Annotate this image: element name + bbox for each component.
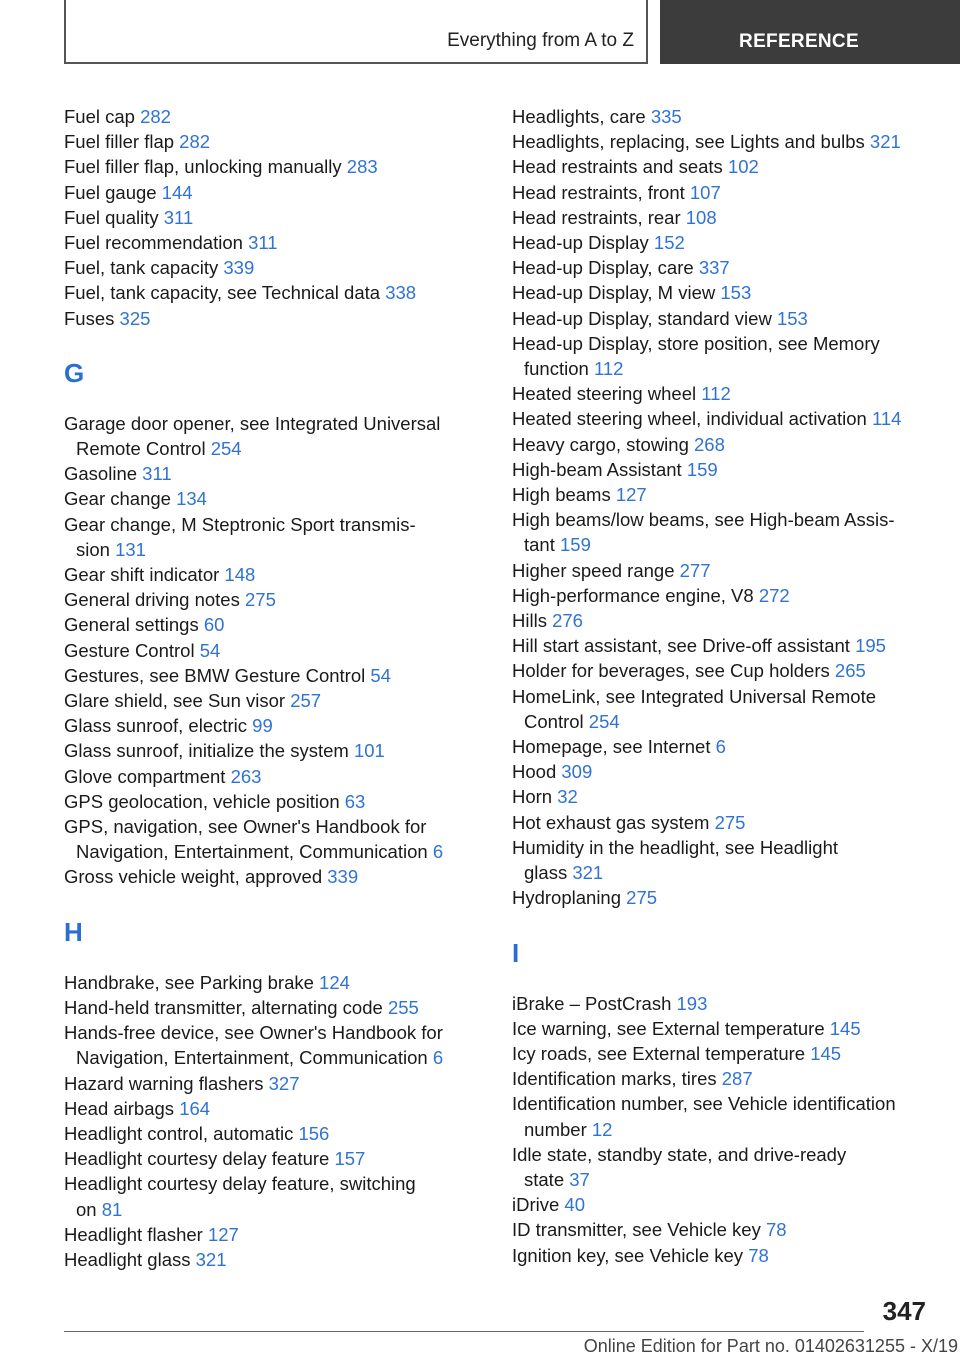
index-entry-text: Ignition key, see Vehicle key (512, 1244, 744, 1266)
index-entry (64, 1171, 464, 1221)
page-reference-link[interactable]: 124 (319, 971, 350, 993)
index-entry-text: High-performance engine, V8 (512, 584, 754, 606)
index-entry (64, 306, 464, 331)
index-entry (64, 280, 464, 305)
index-entry-text: Icy roads, see External temperature (512, 1042, 806, 1064)
index-entry-text: Head-up Display, standard view (512, 307, 772, 329)
index-entry-text: Headlight courtesy delay feature (64, 1148, 330, 1170)
index-entry-text: Hills (512, 610, 547, 632)
index-entry (512, 205, 912, 230)
page-reference-link[interactable]: 153 (720, 282, 752, 304)
index-entry (64, 461, 464, 486)
page-reference-link[interactable]: 257 (290, 690, 322, 712)
index-entry-text: Idle state, standby state, and drive-ready (512, 1143, 847, 1165)
index-column-right (512, 104, 912, 1268)
page-reference-link[interactable]: 60 (203, 614, 225, 636)
index-entry-text: Glass sunroof, electric (64, 715, 248, 737)
page-reference-link[interactable]: 127 (207, 1223, 239, 1245)
page-reference-link[interactable]: 321 (572, 862, 604, 884)
page-reference-link[interactable]: 114 (871, 408, 902, 430)
page-reference-link[interactable]: 153 (776, 307, 808, 329)
index-entry (64, 864, 464, 889)
index-entry-text: Control (524, 710, 584, 732)
index-entry-text: iBrake – PostCrash (512, 992, 672, 1014)
page-reference-link[interactable]: 275 (626, 887, 658, 909)
index-entry (512, 684, 912, 734)
index-entry-text: Humidity in the headlight, see Headlight (512, 836, 838, 858)
index-entry (512, 810, 912, 835)
index-entry-text: Fuel recommendation (64, 232, 243, 254)
page-reference-link[interactable]: 81 (101, 1198, 123, 1220)
index-entry-text: General driving notes (64, 589, 240, 611)
index-entry-text: Glare shield, see Sun visor (64, 690, 286, 712)
index-entry-text: Heavy cargo, stowing (512, 433, 689, 455)
page-number: 347 (882, 1296, 926, 1326)
index-entry (512, 1243, 912, 1268)
page-reference-link[interactable]: 112 (593, 358, 624, 380)
index-entry (64, 970, 464, 995)
page-reference-link[interactable]: 78 (748, 1244, 769, 1266)
index-entry (512, 633, 912, 658)
page-reference-link[interactable]: 254 (588, 710, 620, 732)
page-reference-link[interactable]: 145 (829, 1017, 861, 1039)
index-entry-text: ID transmitter, see Vehicle key (512, 1219, 761, 1241)
page-reference-link[interactable]: 54 (199, 639, 221, 661)
page-reference-link[interactable]: 309 (561, 761, 593, 783)
page-reference-link[interactable]: 6 (432, 1047, 444, 1069)
index-entry (512, 104, 912, 129)
index-entry-text: Head restraints, front (512, 181, 685, 203)
index-entry-text: Identification number, see Vehicle identification (512, 1093, 896, 1115)
index-entry (64, 180, 464, 205)
index-entry (64, 205, 464, 230)
index-entry (64, 562, 464, 587)
index-entry-text: General settings (64, 614, 199, 636)
index-entry-text: Hand-held transmitter, alternating code (64, 996, 383, 1018)
index-column-left (64, 104, 464, 1272)
index-entry-text: on (76, 1198, 97, 1220)
page-reference-link[interactable]: 255 (387, 996, 419, 1018)
index-letter-heading: I (512, 937, 520, 968)
index-entry-text: Homepage, see Internet (512, 736, 711, 758)
index-entry-text: state (524, 1168, 565, 1190)
index-entry (64, 255, 464, 280)
index-entry (512, 230, 912, 255)
page-reference-link[interactable]: 311 (248, 232, 278, 254)
index-entry (512, 608, 912, 633)
footer-divider (64, 1331, 864, 1332)
index-entry-text: glass (524, 862, 568, 884)
index-entry-text: Hazard warning flashers (64, 1072, 264, 1094)
index-entry (512, 406, 912, 431)
index-entry-text: sion (76, 538, 110, 560)
index-entry-text: Heated steering wheel, individual activation (512, 408, 867, 430)
page-reference-link[interactable]: 145 (810, 1042, 842, 1064)
index-entry-text: Hill start assistant, see Drive-off assistant (512, 635, 850, 657)
index-letter-heading: H (64, 916, 83, 947)
index-entry-text: Hydroplaning (512, 887, 622, 909)
index-entry (64, 230, 464, 255)
index-entry-text: Fuel filler flap, unlocking manually (64, 156, 342, 178)
index-entry-text: Headlight glass (64, 1248, 191, 1270)
index-entry-text: Head-up Display, store position, see Memory (512, 332, 880, 354)
index-entry-text: GPS geolocation, vehicle position (64, 790, 340, 812)
index-entry-text: number (524, 1118, 587, 1140)
page-reference-link[interactable]: 265 (834, 660, 866, 682)
index-entry (512, 180, 912, 205)
index-entry (64, 1071, 464, 1096)
index-entry-text: Head restraints and seats (512, 156, 723, 178)
page-reference-link[interactable]: 254 (210, 438, 242, 460)
section-title: Everything from A to Z (447, 30, 634, 51)
index-entry-text: function (524, 358, 589, 380)
page-reference-link[interactable]: 325 (119, 307, 151, 329)
index-entry (512, 1142, 912, 1192)
index-entry (512, 255, 912, 280)
index-entry-text: Heated steering wheel (512, 383, 697, 405)
index-entry-text: Head restraints, rear (512, 206, 681, 228)
index-entry (64, 638, 464, 663)
index-entry (64, 512, 464, 562)
index-entry-text: Holder for beverages, see Cup holders (512, 660, 830, 682)
index-entry (512, 129, 912, 154)
page-reference-link[interactable]: 102 (727, 156, 759, 178)
index-entry-text: HomeLink, see Integrated Universal Remote (512, 685, 877, 707)
index-entry (64, 663, 464, 688)
index-entry (64, 1146, 464, 1171)
index-entry-text: Gear shift indicator (64, 564, 220, 586)
page-reference-link[interactable]: 108 (685, 206, 717, 228)
page-reference-link[interactable]: 193 (676, 992, 708, 1014)
index-entry-text: Fuel gauge (64, 181, 157, 203)
index-entry (64, 1121, 464, 1146)
page-reference-link[interactable]: 283 (346, 156, 378, 178)
header-section-box (64, 0, 648, 64)
index-entry (512, 1066, 912, 1091)
index-entry (512, 507, 912, 557)
index-entry-text: Headlight control, automatic (64, 1122, 294, 1144)
index-entry (64, 1020, 464, 1070)
page-reference-link[interactable]: 148 (224, 564, 256, 586)
index-entry-text: Glove compartment (64, 765, 226, 787)
index-entry-text: Gestures, see BMW Gesture Control (64, 664, 366, 686)
index-entry-text: Headlight flasher (64, 1223, 203, 1245)
index-entry (64, 486, 464, 511)
index-entry-text: Head-up Display, care (512, 257, 694, 279)
page-reference-link[interactable]: 40 (564, 1194, 585, 1216)
index-entry (64, 738, 464, 763)
page-reference-link[interactable]: 112 (701, 383, 731, 405)
index-entry (512, 885, 912, 910)
index-entry (512, 154, 912, 179)
page-reference-link[interactable]: 99 (252, 715, 273, 737)
page-reference-link[interactable]: 263 (230, 765, 262, 787)
index-entry-text: Hood (512, 761, 557, 783)
index-entry (512, 759, 912, 784)
page-reference-link[interactable]: 164 (179, 1097, 211, 1119)
index-entry-text: Head airbags (64, 1097, 175, 1119)
index-entry-text: Remote Control (76, 438, 206, 460)
index-entry-text: Gesture Control (64, 639, 195, 661)
page-reference-link[interactable]: 32 (557, 786, 578, 808)
page-reference-link[interactable]: 195 (855, 635, 886, 657)
index-entry (512, 482, 912, 507)
page-reference-link[interactable]: 327 (268, 1072, 300, 1094)
page-reference-link[interactable]: 275 (245, 589, 276, 611)
index-entry-text: Garage door opener, see Integrated Universal (64, 412, 441, 434)
index-entry-text: Glass sunroof, initialize the system (64, 740, 349, 762)
index-entry-text: Fuel, tank capacity, see Technical data (64, 282, 381, 304)
index-entry (512, 432, 912, 457)
page-reference-link[interactable]: 6 (715, 736, 726, 758)
index-entry (512, 835, 912, 885)
index-entry (512, 1217, 912, 1242)
page-reference-link[interactable]: 54 (370, 664, 391, 686)
page-reference-link[interactable]: 134 (176, 488, 207, 510)
page-reference-link[interactable]: 101 (353, 740, 385, 762)
index-entry-text: Ice warning, see External temperature (512, 1017, 825, 1039)
page-reference-link[interactable]: 277 (679, 559, 711, 581)
page-reference-link[interactable]: 276 (552, 610, 583, 632)
index-entry-text: Fuel quality (64, 206, 159, 228)
page-reference-link[interactable]: 282 (179, 131, 211, 153)
index-entry-text: Head-up Display (512, 232, 649, 254)
page-reference-link[interactable]: 339 (223, 257, 255, 279)
index-entry (512, 734, 912, 759)
index-entry (512, 1016, 912, 1041)
index-entry-text: Headlight courtesy delay feature, switching (64, 1173, 416, 1195)
page-reference-link[interactable]: 335 (650, 106, 682, 127)
index-entry (512, 280, 912, 305)
index-entry-text: Gross vehicle weight, approved (64, 866, 323, 888)
page-reference-link[interactable]: 107 (689, 181, 721, 203)
page-reference-link[interactable]: 272 (758, 584, 790, 606)
index-entry-text: Fuel cap (64, 106, 135, 127)
page-reference-link[interactable]: 311 (163, 206, 194, 228)
index-entry (64, 1247, 464, 1272)
reference-tab-label: REFERENCE (739, 31, 859, 52)
index-entry-text: Head-up Display, M view (512, 282, 716, 304)
index-entry-text: High beams/low beams, see High-beam Assis- (512, 509, 895, 531)
index-entry (512, 784, 912, 809)
index-entry (512, 583, 912, 608)
index-entry-text: High-beam Assistant (512, 458, 682, 480)
index-entry-text: iDrive (512, 1194, 560, 1216)
index-entry (512, 991, 912, 1016)
page-reference-link[interactable]: 78 (765, 1219, 787, 1241)
index-entry-text: Hands-free device, see Owner's Handbook for (64, 1022, 443, 1044)
page-reference-link[interactable]: 321 (195, 1248, 227, 1270)
page-reference-link[interactable]: 338 (385, 282, 417, 304)
index-entry-text: tant (524, 534, 555, 556)
page-reference-link[interactable]: 63 (344, 790, 366, 812)
index-entry (64, 129, 464, 154)
index-entry (64, 1222, 464, 1247)
index-entry-text: Navigation, Entertainment, Communication (76, 1047, 428, 1069)
index-entry-text: Fuel, tank capacity (64, 257, 219, 279)
index-entry (512, 331, 912, 381)
page-reference-link[interactable]: 287 (721, 1068, 753, 1090)
reference-tab (660, 0, 960, 64)
page-reference-link[interactable]: 6 (432, 841, 444, 863)
index-entry-text: Headlights, replacing, see Lights and bulbs (512, 131, 865, 153)
page-reference-link[interactable]: 311 (142, 463, 172, 485)
index-entry (512, 658, 912, 683)
index-entry-text: Horn (512, 786, 553, 808)
index-entry-text: Higher speed range (512, 559, 675, 581)
page-reference-link[interactable]: 159 (686, 458, 718, 480)
footer-edition-text: Online Edition for Part no. 01402631255 - X/19 (583, 1336, 958, 1356)
index-entry (64, 154, 464, 179)
page-reference-link[interactable]: 156 (298, 1122, 330, 1144)
index-entry (64, 104, 464, 129)
page-reference-link[interactable]: 131 (115, 538, 146, 560)
page-reference-link[interactable]: 321 (869, 131, 901, 153)
index-entry-text: GPS, navigation, see Owner's Handbook for (64, 816, 427, 838)
index-entry (512, 558, 912, 583)
page-reference-link[interactable]: 275 (714, 811, 746, 833)
index-entry (64, 411, 464, 461)
index-entry (64, 789, 464, 814)
index-entry (64, 814, 464, 864)
index-entry (64, 764, 464, 789)
index-letter-heading: G (64, 357, 85, 388)
index-entry (64, 995, 464, 1020)
index-entry (64, 688, 464, 713)
index-entry-text: Gasoline (64, 463, 138, 485)
page-reference-link[interactable]: 339 (327, 866, 359, 888)
index-entry-text: High beams (512, 484, 611, 506)
index-entry-text: Fuel filler flap (64, 131, 175, 153)
index-entry-text: Handbrake, see Parking brake (64, 971, 314, 993)
index-entry-text: Fuses (64, 307, 115, 329)
index-entry (512, 381, 912, 406)
page-reference-link[interactable]: 152 (653, 232, 685, 254)
page-reference-link[interactable]: 282 (140, 106, 171, 127)
index-entry-text: Gear change (64, 488, 171, 510)
index-entry (512, 1192, 912, 1217)
index-entry (512, 306, 912, 331)
page-reference-link[interactable]: 144 (161, 181, 193, 203)
index-entry-text: Hot exhaust gas system (512, 811, 710, 833)
index-entry (64, 1096, 464, 1121)
index-entry (64, 587, 464, 612)
index-entry-text: Identification marks, tires (512, 1068, 717, 1090)
index-entry-text: Headlights, care (512, 106, 646, 127)
page-reference-link[interactable]: 157 (334, 1148, 366, 1170)
page-reference-link[interactable]: 337 (698, 257, 730, 279)
index-entry (64, 612, 464, 637)
page-reference-link[interactable]: 159 (560, 534, 591, 556)
index-entry (512, 457, 912, 482)
page-reference-link[interactable]: 12 (591, 1118, 613, 1140)
index-entry (512, 1041, 912, 1066)
index-entry-text: Gear change, M Steptronic Sport transmis- (64, 513, 416, 535)
page-reference-link[interactable]: 37 (569, 1168, 590, 1190)
index-entry (512, 1091, 912, 1141)
index-entry (64, 713, 464, 738)
page-reference-link[interactable]: 127 (615, 484, 647, 506)
index-entry-text: Navigation, Entertainment, Communication (76, 841, 428, 863)
page-reference-link[interactable]: 268 (694, 433, 725, 455)
